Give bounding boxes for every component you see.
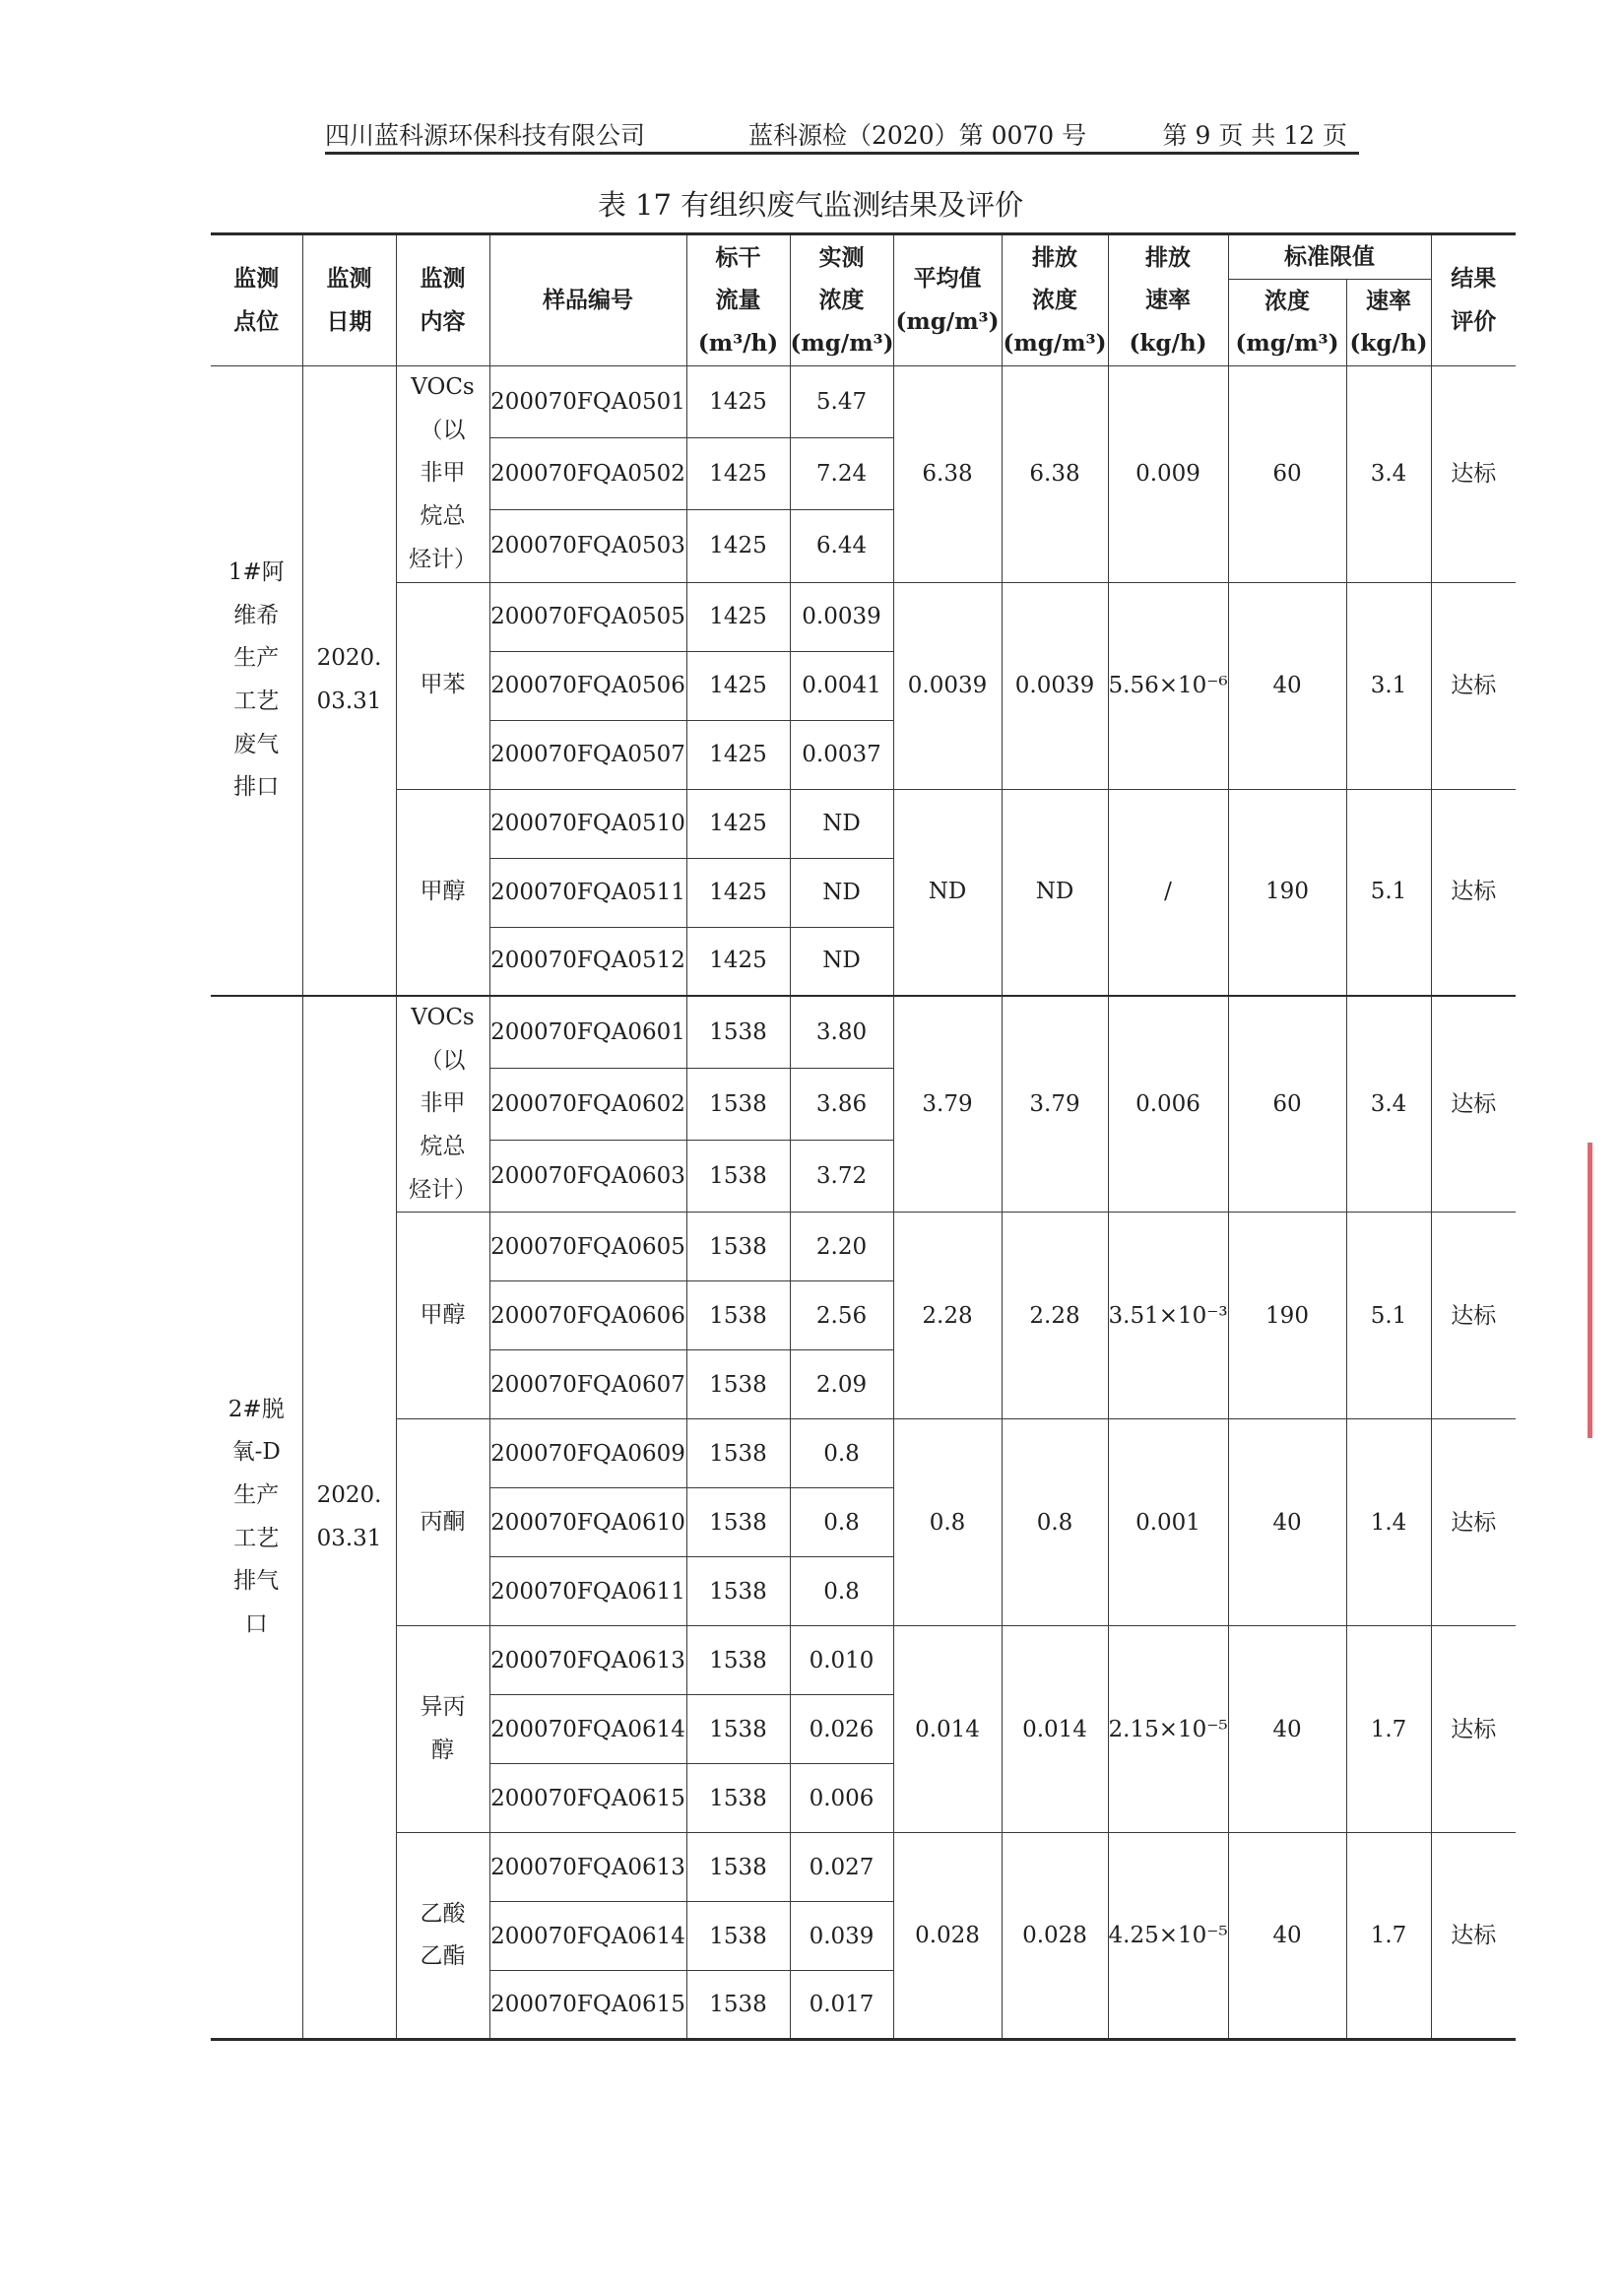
average-value: 0.028 <box>893 1833 1002 2040</box>
pollutant-name: 甲苯 <box>396 582 489 789</box>
col-result: 结果 评价 <box>1431 234 1516 366</box>
evaluation-result: 达标 <box>1431 1213 1516 1419</box>
evaluation-result: 达标 <box>1431 1626 1516 1833</box>
monitoring-point: 1#阿 维希 生产 工艺 废气 排口 <box>211 366 302 996</box>
results-body <box>211 366 1516 2040</box>
standard-concentration: 60 <box>1228 996 1346 1213</box>
flow-value: 1538 <box>686 1419 790 1488</box>
table-row <box>211 582 1516 651</box>
measured-concentration: 5.47 <box>790 366 893 438</box>
measured-concentration: 3.72 <box>790 1141 893 1213</box>
flow-value: 1538 <box>686 1557 790 1626</box>
sample-id: 200070FQA0607 <box>489 1350 686 1419</box>
emission-rate: 0.001 <box>1108 1419 1228 1626</box>
measured-concentration: 0.0041 <box>790 651 893 720</box>
average-value: ND <box>893 789 1002 996</box>
average-value: 2.28 <box>893 1213 1002 1419</box>
measured-concentration: ND <box>790 927 893 996</box>
col-std-rate: 速率 (kg/h) <box>1346 279 1431 365</box>
measured-concentration: 2.56 <box>790 1281 893 1350</box>
standard-rate: 3.4 <box>1346 996 1431 1213</box>
sample-id: 200070FQA0605 <box>489 1213 686 1281</box>
average-value: 0.8 <box>893 1419 1002 1626</box>
emission-rate: 2.15×10⁻⁵ <box>1108 1626 1228 1833</box>
table-row <box>211 1213 1516 1281</box>
measured-concentration: 2.20 <box>790 1213 893 1281</box>
sample-id: 200070FQA0615 <box>489 1764 686 1833</box>
sample-id: 200070FQA0510 <box>489 789 686 858</box>
sample-id: 200070FQA0503 <box>489 510 686 582</box>
monitoring-date: 2020. 03.31 <box>302 366 396 996</box>
emission-concentration: 0.8 <box>1002 1419 1108 1626</box>
seal-stamp-edge <box>1588 1143 1621 1438</box>
average-value: 0.0039 <box>893 582 1002 789</box>
page-number: 第 9 页 共 12 页 <box>1162 121 1347 150</box>
evaluation-result: 达标 <box>1431 996 1516 1213</box>
results-table <box>211 232 1516 2041</box>
sample-id: 200070FQA0615 <box>489 1971 686 2040</box>
emission-rate: 5.56×10⁻⁶ <box>1108 582 1228 789</box>
flow-value: 1538 <box>686 996 790 1068</box>
measured-concentration: 0.039 <box>790 1902 893 1971</box>
col-point: 监测 点位 <box>211 234 302 366</box>
measured-concentration: 0.8 <box>790 1488 893 1557</box>
measured-concentration: 0.027 <box>790 1833 893 1902</box>
measured-concentration: 0.010 <box>790 1626 893 1695</box>
col-std-conc: 浓度 (mg/m³) <box>1228 279 1346 365</box>
pollutant-name: 异丙 醇 <box>396 1626 489 1833</box>
standard-concentration: 40 <box>1228 1626 1346 1833</box>
standard-rate: 3.1 <box>1346 582 1431 789</box>
table-title: 表 17 有组织废气监测结果及评价 <box>597 188 1024 222</box>
monitoring-date: 2020. 03.31 <box>302 996 396 2040</box>
sample-id: 200070FQA0511 <box>489 858 686 927</box>
sample-id: 200070FQA0609 <box>489 1419 686 1488</box>
evaluation-result: 达标 <box>1431 1419 1516 1626</box>
flow-value: 1538 <box>686 1488 790 1557</box>
sample-id: 200070FQA0507 <box>489 720 686 789</box>
flow-value: 1425 <box>686 366 790 438</box>
sample-id: 200070FQA0501 <box>489 366 686 438</box>
flow-value: 1425 <box>686 438 790 510</box>
table-row <box>211 1833 1516 1902</box>
average-value: 6.38 <box>893 366 1002 582</box>
standard-rate: 1.7 <box>1346 1626 1431 1833</box>
standard-rate: 5.1 <box>1346 789 1431 996</box>
flow-value: 1538 <box>686 1068 790 1140</box>
sample-id: 200070FQA0506 <box>489 651 686 720</box>
measured-concentration: 0.017 <box>790 1971 893 2040</box>
evaluation-result: 达标 <box>1431 789 1516 996</box>
flow-value: 1538 <box>686 1902 790 1971</box>
pollutant-name: VOCs （以 非甲 烷总 烃计） <box>396 996 489 1213</box>
emission-concentration: 6.38 <box>1002 366 1108 582</box>
sample-id: 200070FQA0611 <box>489 1557 686 1626</box>
emission-concentration: 3.79 <box>1002 996 1108 1213</box>
flow-value: 1538 <box>686 1833 790 1902</box>
flow-value: 1425 <box>686 789 790 858</box>
company-name: 四川蓝科源环保科技有限公司 <box>325 121 646 150</box>
measured-concentration: 0.0039 <box>790 582 893 651</box>
emission-rate: / <box>1108 789 1228 996</box>
sample-id: 200070FQA0601 <box>489 996 686 1068</box>
evaluation-result: 达标 <box>1431 366 1516 582</box>
sample-id: 200070FQA0606 <box>489 1281 686 1350</box>
col-emit-conc: 排放 浓度 (mg/m³) <box>1002 234 1108 366</box>
sample-id: 200070FQA0613 <box>489 1626 686 1695</box>
measured-concentration: 7.24 <box>790 438 893 510</box>
flow-value: 1538 <box>686 1350 790 1419</box>
sample-id: 200070FQA0512 <box>489 927 686 996</box>
measured-concentration: 3.80 <box>790 996 893 1068</box>
col-flow: 标干 流量 (m³/h) <box>686 234 790 366</box>
measured-concentration: 0.006 <box>790 1764 893 1833</box>
table-row <box>211 789 1516 858</box>
measured-concentration: 0.026 <box>790 1695 893 1764</box>
flow-value: 1425 <box>686 927 790 996</box>
average-value: 3.79 <box>893 996 1002 1213</box>
col-avg: 平均值 (mg/m³) <box>893 234 1002 366</box>
flow-value: 1538 <box>686 1695 790 1764</box>
col-emit-rate: 排放 速率 (kg/h) <box>1108 234 1228 366</box>
measured-concentration: ND <box>790 858 893 927</box>
measured-concentration: 3.86 <box>790 1068 893 1140</box>
emission-rate: 0.006 <box>1108 996 1228 1213</box>
evaluation-result: 达标 <box>1431 582 1516 789</box>
standard-concentration: 40 <box>1228 1833 1346 2040</box>
evaluation-result: 达标 <box>1431 1833 1516 2040</box>
emission-rate: 0.009 <box>1108 366 1228 582</box>
sample-id: 200070FQA0614 <box>489 1695 686 1764</box>
standard-concentration: 190 <box>1228 789 1346 996</box>
emission-concentration: ND <box>1002 789 1108 996</box>
pollutant-name: 丙酮 <box>396 1419 489 1626</box>
flow-value: 1538 <box>686 1141 790 1213</box>
flow-value: 1538 <box>686 1281 790 1350</box>
sample-id: 200070FQA0603 <box>489 1141 686 1213</box>
emission-concentration: 0.014 <box>1002 1626 1108 1833</box>
standard-concentration: 40 <box>1228 1419 1346 1626</box>
measured-concentration: 0.8 <box>790 1419 893 1488</box>
pollutant-name: 甲醇 <box>396 1213 489 1419</box>
emission-concentration: 0.028 <box>1002 1833 1108 2040</box>
col-date: 监测 日期 <box>302 234 396 366</box>
standard-concentration: 60 <box>1228 366 1346 582</box>
pollutant-name: VOCs （以 非甲 烷总 烃计） <box>396 366 489 582</box>
page-header <box>325 112 1359 155</box>
standard-rate: 5.1 <box>1346 1213 1431 1419</box>
table-row <box>211 996 1516 1068</box>
emission-concentration: 0.0039 <box>1002 582 1108 789</box>
sample-id: 200070FQA0502 <box>489 438 686 510</box>
monitoring-point: 2#脱 氧-D 生产 工艺 排气 口 <box>211 996 302 2040</box>
report-number: 蓝科源检（2020）第 0070 号 <box>748 121 1087 150</box>
standard-concentration: 190 <box>1228 1213 1346 1419</box>
standard-rate: 1.4 <box>1346 1419 1431 1626</box>
col-content: 监测 内容 <box>396 234 489 366</box>
emission-concentration: 2.28 <box>1002 1213 1108 1419</box>
flow-value: 1425 <box>686 720 790 789</box>
sample-id: 200070FQA0602 <box>489 1068 686 1140</box>
table-row <box>211 366 1516 438</box>
sample-id: 200070FQA0610 <box>489 1488 686 1557</box>
flow-value: 1538 <box>686 1626 790 1695</box>
measured-concentration: 0.0037 <box>790 720 893 789</box>
measured-concentration: 6.44 <box>790 510 893 582</box>
flow-value: 1425 <box>686 510 790 582</box>
flow-value: 1538 <box>686 1764 790 1833</box>
flow-value: 1425 <box>686 582 790 651</box>
average-value: 0.014 <box>893 1626 1002 1833</box>
table-row <box>211 1626 1516 1695</box>
flow-value: 1538 <box>686 1971 790 2040</box>
sample-id: 200070FQA0505 <box>489 582 686 651</box>
flow-value: 1425 <box>686 858 790 927</box>
flow-value: 1538 <box>686 1213 790 1281</box>
pollutant-name: 乙酸 乙酯 <box>396 1833 489 2040</box>
col-conc: 实测 浓度 (mg/m³) <box>790 234 893 366</box>
sample-id: 200070FQA0614 <box>489 1902 686 1971</box>
sample-id: 200070FQA0613 <box>489 1833 686 1902</box>
col-std: 标准限值 <box>1228 234 1431 280</box>
measured-concentration: ND <box>790 789 893 858</box>
standard-concentration: 40 <box>1228 582 1346 789</box>
measured-concentration: 0.8 <box>790 1557 893 1626</box>
col-sample: 样品编号 <box>489 234 686 366</box>
table-row <box>211 1419 1516 1488</box>
flow-value: 1425 <box>686 651 790 720</box>
standard-rate: 1.7 <box>1346 1833 1431 2040</box>
emission-rate: 4.25×10⁻⁵ <box>1108 1833 1228 2040</box>
measured-concentration: 2.09 <box>790 1350 893 1419</box>
emission-rate: 3.51×10⁻³ <box>1108 1213 1228 1419</box>
pollutant-name: 甲醇 <box>396 789 489 996</box>
standard-rate: 3.4 <box>1346 366 1431 582</box>
